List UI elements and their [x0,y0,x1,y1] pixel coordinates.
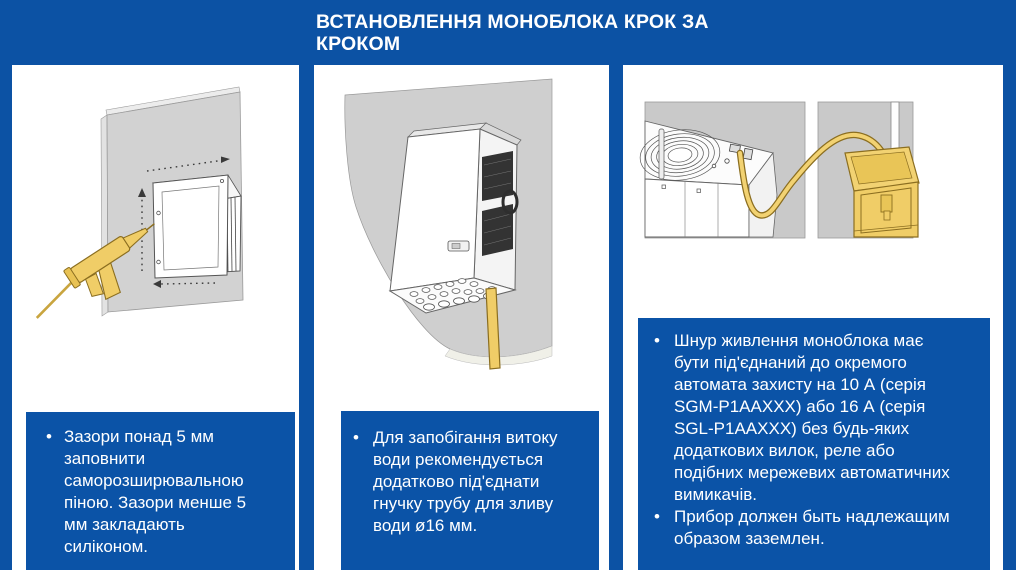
illustration-wall-sleeve-sealing [12,65,299,407]
fan-clamp [659,129,664,179]
step-panel-3 [623,65,1003,570]
note-text: Для запобігання витоку води рекомендується додатково під'єднати гнучку трубу для зливу води ø16 мм. [373,428,558,535]
bullet-marker: • [353,428,359,447]
step-panel-1 [12,65,299,570]
bullet-marker: • [654,331,660,350]
note-item [654,506,958,550]
vent-sleeve [153,175,241,278]
illustration-drain-hose [314,65,609,411]
note-box-power [638,318,990,570]
note-box-sealing [26,412,295,570]
page-title: ВСТАНОВЛЕННЯ МОНОБЛОКА КРОК ЗА КРОКОМ [316,11,709,55]
step-panel-2 [314,65,609,570]
bullet-marker: • [46,427,52,446]
breaker-box [845,147,919,237]
bullet-marker: • [654,507,660,526]
note-item [654,330,958,506]
note-item [353,427,587,537]
note-text: Зазори понад 5 мм заповнити саморозширювальною піною. Зазори менше 5 мм закладають силіконом. [64,427,247,556]
illustration-power-connection [623,65,1003,318]
note-item [46,426,269,558]
note-text: Шнур живлення моноблока має бути під'єднаний до окремого автомата захисту на 10 А (серія SGM-P1AAXXX) або 16 А (серія SGL-P1AAXXX) без будь-яких додаткових вилок, реле або подібних мережевих автоматичних вимикачів. [674,331,950,504]
note-box-drain [341,411,599,570]
note-text: Прибор должен быть надлежащим образом заземлен. [674,507,950,548]
control-label [448,241,469,251]
monoblock-unit [390,123,521,313]
